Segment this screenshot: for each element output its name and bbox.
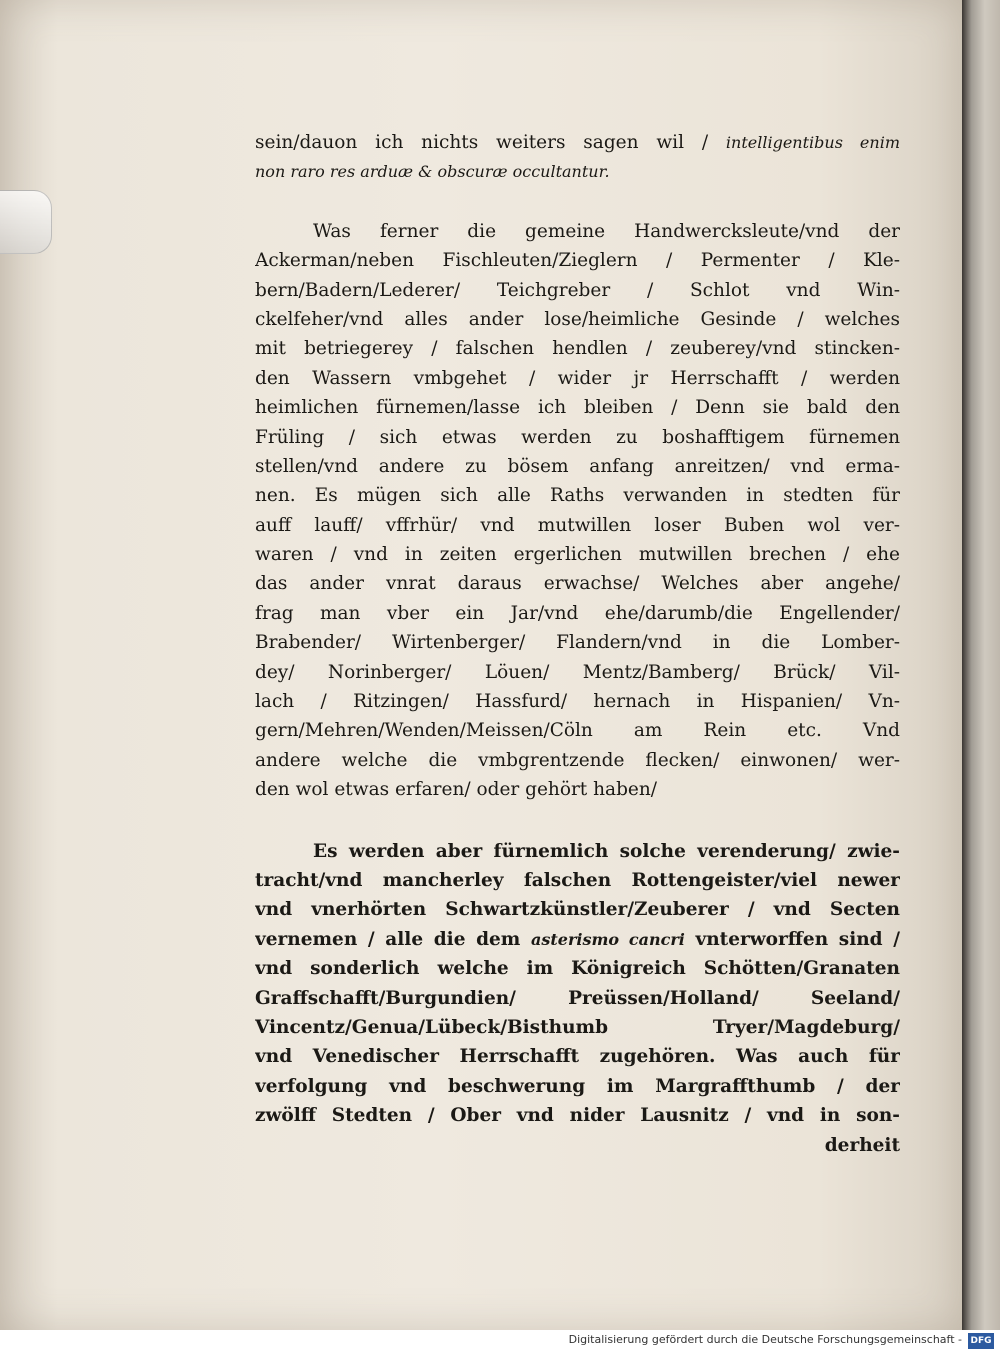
text-line: stellen/vnd andere zu bösem anfang anreitzen/ vnd erma- <box>255 455 900 477</box>
text-line: frag man vber ein Jar/vnd ehe/darumb/die Engellender/ <box>255 602 900 624</box>
text-line: mit betriegerey / falschen hendlen / zeuberey/vnd stincken- <box>255 338 900 360</box>
text-line: lach / Ritzingen/ Hassfurd/ hernach in Hispanien/ Vn- <box>255 691 900 713</box>
funding-credit: Digitalisierung gefördert durch die Deutsche Forschungsgemeinschaft - <box>568 1333 962 1346</box>
text-line: gern/Mehren/Wenden/Meissen/Cöln am Rein etc. Vnd <box>255 720 900 742</box>
text-line: Was ferner die gemeine Handwercksleute/vnd der <box>313 220 900 242</box>
line-suffix: vnterworffen sind / <box>695 928 900 950</box>
line-prefix: vernemen / alle die dem <box>255 928 521 950</box>
text-line: zwölff Stedten / Ober vnd nider Lausnitz / vnd in son- <box>255 1105 900 1127</box>
line-1-latin: intelligentibus enim <box>725 133 900 152</box>
text-line: vnd sonderlich welche im Königreich Schötten/Granaten <box>255 958 900 980</box>
text-line: den wol etwas erfaren/ oder gehört haben/ <box>255 779 658 801</box>
text-line-1 <box>255 128 900 157</box>
text-line: das ander vnrat daraus erwachse/ Welches aber angehe/ <box>255 573 900 595</box>
paragraph-gap <box>255 187 900 217</box>
text-line: vnd vnerhörten Schwartzkünstler/Zeuberer / vnd Secten <box>255 899 900 921</box>
next-page-edge <box>962 0 1000 1330</box>
text-line-2 <box>255 157 900 186</box>
paragraph-gap <box>255 805 900 837</box>
text-line: auff lauff/ vffrhür/ vnd mutwillen loser Buben wol ver- <box>255 514 900 536</box>
text-line: Ackerman/neben Fischleuten/Zieglern / Permenter / Kle- <box>255 250 900 272</box>
footer-bar <box>0 1330 1000 1353</box>
text-line: ckelfeher/vnd alles ander lose/heimliche Gesinde / welches <box>255 308 900 330</box>
text-line: verfolgung vnd beschwerung im Margraffthumb / der <box>255 1075 900 1097</box>
text-line: Brabender/ Wirtenberger/ Flandern/vnd in die Lomber- <box>255 632 900 654</box>
text-line: andere welche die vmbgrentzende flecken/ einwonen/ wer- <box>255 749 900 771</box>
text-line: waren / vnd in zeiten ergerlichen mutwillen brechen / ehe <box>255 544 900 566</box>
text-line: tracht/vnd mancherley falschen Rottengeister/viel newer <box>255 869 900 891</box>
text-line: nen. Es mügen sich alle Raths verwanden in stedten für <box>255 485 900 507</box>
line-latin-phrase: asterismo cancri <box>531 929 685 949</box>
page-clip <box>0 190 52 254</box>
text-line: vnd Venedischer Herrschafft zugehören. Was auch für <box>255 1046 900 1068</box>
dfg-logo: DFG <box>968 1333 994 1349</box>
text-line: Es werden aber fürnemlich solche verenderung/ zwie- <box>313 840 900 862</box>
text-line-mixed <box>255 925 900 954</box>
text-line: Vincentz/Genua/Lübeck/Bisthumb Tryer/Magdeburg/ <box>255 1016 900 1038</box>
text-line: den Wassern vmbgehet / wider jr Herrschafft / werden <box>255 367 900 389</box>
page-text <box>255 128 900 1160</box>
line-1-german: sein/dauon ich nichts weiters sagen wil / <box>255 132 709 153</box>
line-2-latin: non raro res arduæ & obscuræ occultantur. <box>255 162 610 182</box>
text-line: dey/ Norinberger/ Löuen/ Mentz/Bamberg/ Brück/ Vil- <box>255 661 900 683</box>
text-line: Graffschafft/Burgundien/ Preüssen/Holland/ Seeland/ <box>255 987 900 1009</box>
text-line: bern/Badern/Lederer/ Teichgreber / Schlot vnd Win- <box>255 279 900 301</box>
text-line: Früling / sich etwas werden zu boshafftigem fürnemen <box>255 426 900 448</box>
catchword: derheit <box>824 1134 900 1156</box>
text-line: heimlichen fürnemen/lasse ich bleiben / Denn sie bald den <box>255 397 900 419</box>
